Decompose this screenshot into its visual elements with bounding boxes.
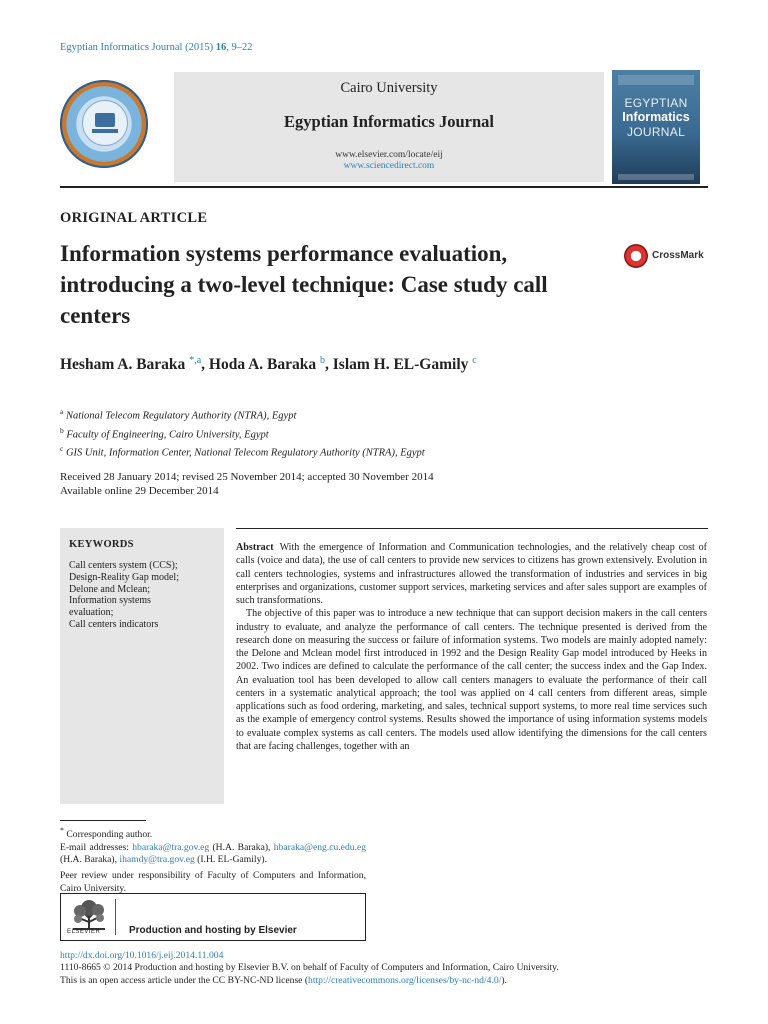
cover-line-1: EGYPTIAN [624, 96, 688, 110]
cover-line-3: JOURNAL [626, 125, 686, 139]
email-link-2[interactable]: hbaraka@eng.cu.edu.eg [273, 841, 366, 853]
author-1: Hesham A. Baraka [60, 356, 190, 374]
author-list [60, 355, 477, 374]
journal-header [60, 70, 708, 184]
journal-ref-pages: , 9–22 [226, 42, 253, 53]
journal-cover-image [612, 70, 700, 184]
keyword-item: Delone and Mclean; [69, 583, 151, 595]
peer-review-note: Peer review under responsibility of Faculty of Computers and Information, Cairo University. [60, 870, 366, 894]
keyword-item: Design-Reality Gap model; [69, 571, 179, 583]
affiliation-c: $^c$ GIS Unit, Information Center, National Telecom Regulatory Authority (NTRA), Egypt [60, 444, 425, 459]
article-history [60, 470, 434, 498]
crossmark-button[interactable] [624, 244, 704, 272]
copyright-line: 1110-8665 © 2014 Production and hosting by Elsevier B.V. on behalf of Faculty of Computers and Information, Cairo University. [60, 962, 559, 974]
history-dates: Received 28 January 2014; revised 25 November 2014; accepted 30 November 2014 [60, 471, 434, 483]
author-separator: , [325, 356, 333, 374]
abstract-label: Abstract [236, 542, 274, 553]
keywords-title: KEYWORDS [69, 539, 134, 550]
abstract-paragraph-2: The objective of this paper was to introduce a new technique that can support decision makers in the call centers industry to evaluate, and analyze the performance of call centers. The technique presented is derived from the research done on measuring the success or failure of information systems. Two models are mainly adopted namely: the Delone and Mclean model first introduced in 1992 and the Design Reality Gap model introduced by Heeks in 2002. Two indices are defined to calculate the performance of the call center; the success index and the Gap Index. An evaluation tool has been developed to allow call centers managers to evaluate the performance of their call centers in a systematic analytical approach; the tool was applied on 4 call centers from different areas, simple applications such as food ordering, marketing, and sales, technical support systems, to more real time services such as the example of emergency control systems. Results showed the importance of using information systems models to evaluate complex systems as call centers. The models used allow identifying the dimensions for the call centers that are facing challenges, together with an [236, 608, 707, 752]
corresponding-author-note: * Corresponding author. [60, 826, 153, 841]
university-name: Cairo University [340, 80, 438, 96]
email-addresses: E-mail addresses: hbaraka@tra.gov.eg (H.A. Baraka), hbaraka@eng.cu.edu.eg (H.A. Baraka), ihamdy@tra.gov.eg (I.H. EL-Gamily). [60, 841, 366, 865]
cover-line-2: Informatics [622, 110, 690, 124]
bottom-info [60, 950, 559, 987]
journal-ref-volume: 16 [215, 42, 227, 53]
author-1-affil-link[interactable]: *,a [189, 355, 202, 366]
keyword-item: Information systems [69, 595, 151, 607]
elsevier-divider [115, 899, 116, 935]
affiliation-a: $^a$ National Telecom Regulatory Authority (NTRA), Egypt [60, 407, 297, 422]
header-rule [60, 186, 708, 188]
footnotes [60, 825, 366, 895]
email-link-3[interactable]: ihamdy@tra.gov.eg [119, 854, 195, 865]
article-title: Information systems performance evaluation, introducing a two-level technique: Case study call centers [60, 241, 548, 328]
elsevier-logo-caption: ELSEVIER [67, 929, 101, 935]
keywords-list [69, 560, 179, 631]
author-2: Hoda A. Baraka [208, 356, 320, 374]
keywords-box [60, 528, 224, 804]
elsevier-url-link[interactable]: www.elsevier.com/locate/eij [335, 150, 443, 160]
sciencedirect-url-link[interactable]: www.sciencedirect.com [343, 161, 435, 171]
license-line: This is an open access article under the CC BY-NC-ND license (http://creativecommons.org/licenses/by-nc-nd/4.0/). [60, 974, 507, 986]
crossmark-icon [624, 244, 648, 268]
elsevier-hosting-text: Production and hosting by Elsevier [129, 925, 297, 936]
email-link-1[interactable]: hbaraka@tra.gov.eg [132, 841, 210, 853]
license-link[interactable]: http://creativecommons.org/licenses/by-nc-nd/4.0/ [308, 974, 502, 986]
doi-link[interactable]: http://dx.doi.org/10.1016/j.eij.2014.11.004 [60, 950, 224, 961]
online-date: Available online 29 December 2014 [60, 485, 219, 497]
article-type: ORIGINAL ARTICLE [60, 210, 208, 226]
keyword-item: evaluation; [69, 607, 114, 619]
elsevier-hosting-box [60, 893, 366, 941]
author-3-affil-link[interactable]: c [472, 355, 477, 366]
journal-name: Egyptian Informatics Journal [284, 112, 494, 131]
journal-reference[interactable] [60, 42, 252, 53]
abstract-rule [236, 528, 708, 529]
affiliation-b: $^b$ Faculty of Engineering, Cairo University, Egypt [60, 425, 269, 440]
abstract [236, 541, 707, 753]
keyword-item: Call centers system (CCS); [69, 560, 178, 571]
keyword-item: Call centers indicators [69, 618, 159, 630]
cairo-university-logo-icon [60, 80, 148, 168]
author-2-affil-link[interactable]: b [320, 355, 325, 366]
affiliations [60, 405, 425, 461]
footnote-rule [60, 820, 146, 821]
author-3: Islam H. EL-Gamily [332, 356, 473, 374]
crossmark-label: CrossMark [652, 250, 704, 261]
journal-ref-prefix: Egyptian Informatics Journal (2015) [60, 42, 216, 53]
abstract-paragraph-1: Abstract With the emergence of Information and Communication technologies, and the relatively cheap cost of calls (voice and data), the use of call centers to provide new services to citizens has grown extensively. Evolution in call centers technologies, systems and infrastructures allowed the transformation of industries and services in big enterprises and organizations, customer support services, marketing services and after sales support are examples of such transformations. [236, 542, 707, 606]
author-separator: , [201, 356, 209, 374]
